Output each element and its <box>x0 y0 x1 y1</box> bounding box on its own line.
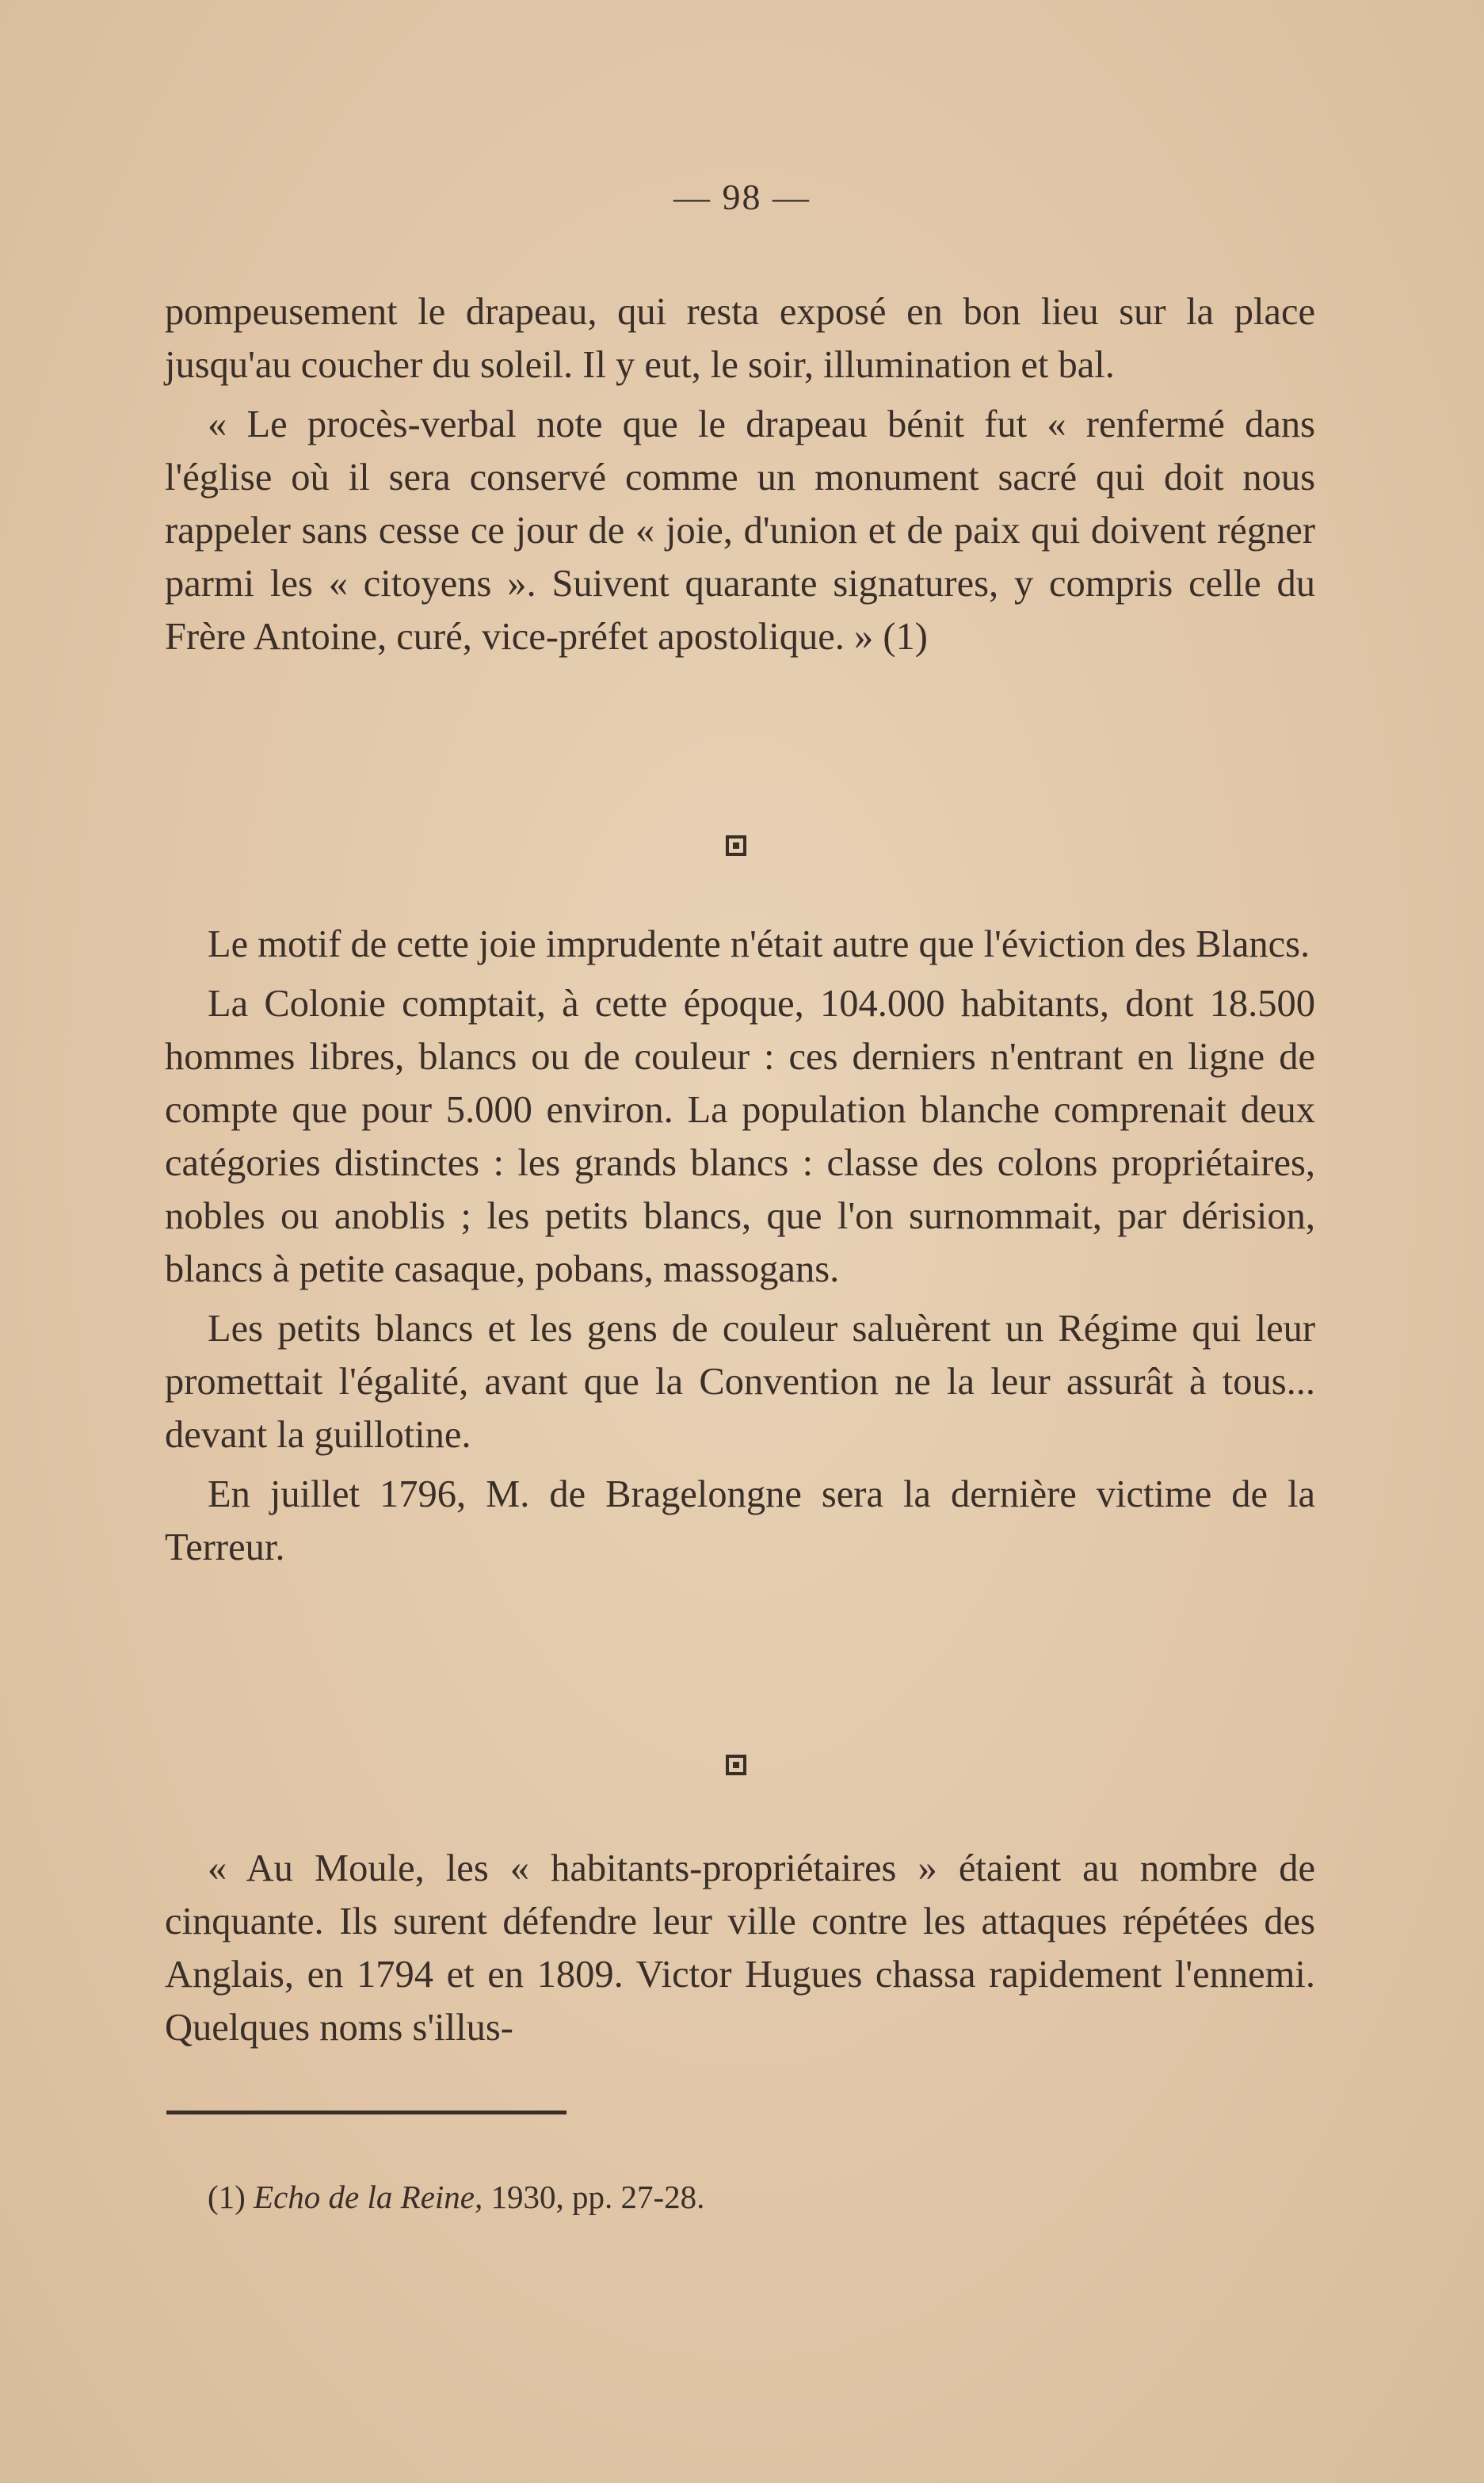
footnote-marker: (1) <box>208 2179 246 2215</box>
footnote-source-title: Echo de la Reine, <box>254 2179 483 2215</box>
paragraph: « Au Moule, les « habitants-propriétaires » étaient au nombre de cinquante. Ils surent défendre leur ville contre les attaques répétées des Anglais, en 1794 et en 1809. Victor Hugues chassa rapidement l'ennemi. Quelques noms s'illus- <box>165 1847 1315 2049</box>
paragraph: La Colonie comptait, à cette époque, 104.000 habitants, dont 18.500 hommes libres, blancs ou de couleur : ces derniers n'entrant en ligne de compte que pour 5.000 environ. La population blanche comprenait deux catégories distinctes : les grands blancs : classe des colons propriétaires, nobles ou anoblis ; les petits blancs, que l'on surnommait, par dérision, blancs à petite casaque, pobans, massogans. <box>165 983 1315 1290</box>
section-ornament-icon <box>726 835 746 856</box>
paragraph: « Le procès-verbal note que le drapeau bénit fut « renfermé dans l'église où il sera conservé comme un monument sacré qui doit nous rappeler sans cesse ce jour de « joie, d'union et de paix qui doivent régner parmi les « citoyens ». Suivent quarante signatures, y compris celle du Frère Antoine, curé, vice-préfet apostolique. » (1) <box>165 403 1315 658</box>
footnote <box>208 2173 704 2221</box>
paragraph: Le motif de cette joie imprudente n'était autre que l'éviction des Blancs. <box>208 923 1310 965</box>
text-section-middle <box>165 918 1315 1580</box>
text-section-top <box>165 285 1315 670</box>
page-number: — 98 — <box>673 177 811 217</box>
footnote-divider <box>166 2111 567 2114</box>
text-section-bottom <box>165 1842 1315 2061</box>
paragraph: pompeusement le drapeau, qui resta exposé en bon lieu sur la place jusqu'au coucher du soleil. Il y eut, le soir, illumination et bal. <box>165 291 1315 386</box>
paragraph: En juillet 1796, M. de Bragelongne sera la dernière victime de la Terreur. <box>165 1473 1315 1568</box>
footnote-source-detail: 1930, pp. 27-28. <box>490 2179 705 2215</box>
section-ornament-icon <box>726 1755 746 1775</box>
paragraph: Les petits blancs et les gens de couleur saluèrent un Régime qui leur promettait l'égalité, avant que la Convention ne la leur assurât à tous... devant la guillotine. <box>165 1308 1315 1456</box>
